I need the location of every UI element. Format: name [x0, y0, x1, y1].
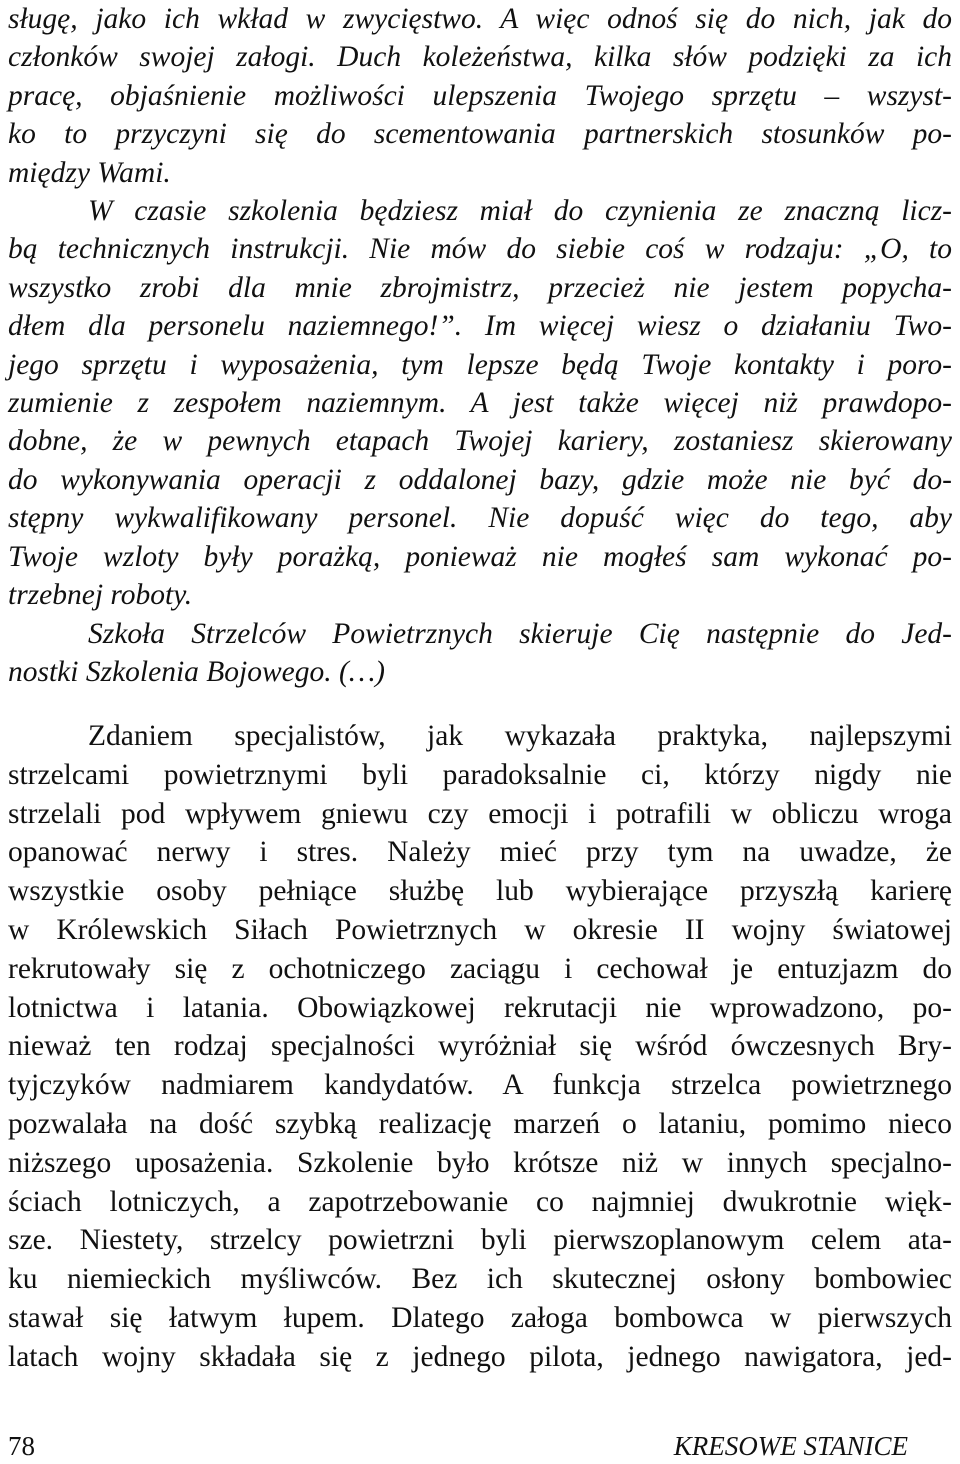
quote-line: stępny wykwalifikowany personel. Nie dopuść więc do tego, aby	[8, 502, 952, 535]
body-line: sze. Niestety, strzelcy powietrzni byli pierwszoplanowym celem ata-	[8, 1224, 952, 1257]
page-footer	[8, 1430, 952, 1464]
body-line: ściach lotniczych, a zapotrzebowanie co najmniej dwukrotnie więk-	[8, 1185, 952, 1218]
quote-line: Twoje wzloty były porażką, ponieważ nie mogłeś sam wykonać po-	[8, 540, 952, 573]
quote-line: bą technicznych instrukcji. Nie mów do siebie coś w rodzaju: „O, to	[8, 233, 952, 266]
body-line: niższego uposażenia. Szkolenie było krótsze niż w innych specjalno-	[8, 1146, 952, 1179]
body-line: nieważ ten rodzaj specjalności wyróżniał się wśród ówczesnych Bry-	[8, 1030, 952, 1063]
quote-line: do wykonywania operacji z oddalonej bazy, gdzie może nie być do-	[8, 463, 952, 496]
body-paragraph	[8, 717, 952, 1377]
quote-line: sługę, jako ich wkład w zwycięstwo. A więc odnoś się do nich, jak do	[8, 3, 952, 35]
quote-line: ko to przyczyni się do scementowania partnerskich stosunków po-	[8, 118, 952, 151]
body-line: pozwalała na dość szybką realizację marzeń o lataniu, pomimo nieco	[8, 1107, 952, 1140]
quote-line: członków swojej załogi. Duch koleżeństwa, kilka słów podzięki za ich	[8, 41, 952, 74]
body-line: latach wojny składała się z jednego pilota, jednego nawigatora, jed-	[8, 1340, 952, 1373]
quote-line: nostki Szkolenia Bojowego. (…)	[8, 655, 385, 688]
body-line: lotnictwa i latania. Obowiązkowej rekrutacji nie wprowadzono, po-	[8, 991, 952, 1024]
quote-line: między Wami.	[8, 156, 171, 189]
body-line: wszystkie osoby pełniące służbę lub wybierające przyszłą karierę	[8, 875, 952, 908]
quote-line: dłem dla personelu naziemnego!”. Im więcej wiesz o działaniu Two-	[8, 310, 952, 343]
quote-line: dobne, że w pewnych etapach Twojej kariery, zostaniesz skierowany	[8, 425, 952, 458]
page-number: 78	[8, 1431, 35, 1461]
body-line: strzelali pod wpływem gniewu czy emocji i potrafili w obliczu wroga	[8, 797, 952, 830]
quote-line: trzebnej roboty.	[8, 579, 193, 612]
quoted-passage	[8, 0, 952, 691]
body-line: ku niemieckich myśliwców. Bez ich skutecznej osłony bombowiec	[8, 1263, 952, 1296]
quote-line: W czasie szkolenia będziesz miał do czynienia ze znaczną licz-	[88, 195, 952, 228]
body-line: stawał się łatwym łupem. Dlatego załoga bombowca w pierwszych	[8, 1301, 952, 1334]
body-line: w Królewskich Siłach Powietrznych w okresie II wojny światowej	[8, 913, 952, 946]
body-line: rekrutowały się z ochotniczego zaciągu i cechował je entuzjazm do	[8, 952, 952, 985]
quote-line: pracę, objaśnienie możliwości ulepszenia Twojego sprzętu – wszyst-	[8, 79, 952, 112]
body-line: Zdaniem specjalistów, jak wykazała praktyka, najlepszymi	[88, 720, 952, 752]
body-line: tyjczyków nadmiarem kandydatów. A funkcja strzelca powietrznego	[8, 1069, 952, 1102]
quote-line: jego sprzętu i wyposażenia, tym lepsze będą Twoje kontakty i poro-	[8, 348, 952, 381]
quote-line: Szkoła Strzelców Powietrznych skieruje Cię następnie do Jed-	[88, 617, 952, 650]
body-line: opanować nerwy i stres. Należy mieć przy tym na uwadze, że	[8, 836, 952, 869]
body-line: strzelcami powietrznymi byli paradoksalnie ci, którzy nigdy nie	[8, 758, 952, 791]
quote-line: zumienie z zespołem naziemnym. A jest także więcej niż prawdopo-	[8, 387, 952, 420]
quote-line: wszystko zrobi dla mnie zbrojmistrz, przecież nie jestem popycha-	[8, 271, 952, 304]
running-title: KRESOWE STANICE	[673, 1431, 908, 1461]
